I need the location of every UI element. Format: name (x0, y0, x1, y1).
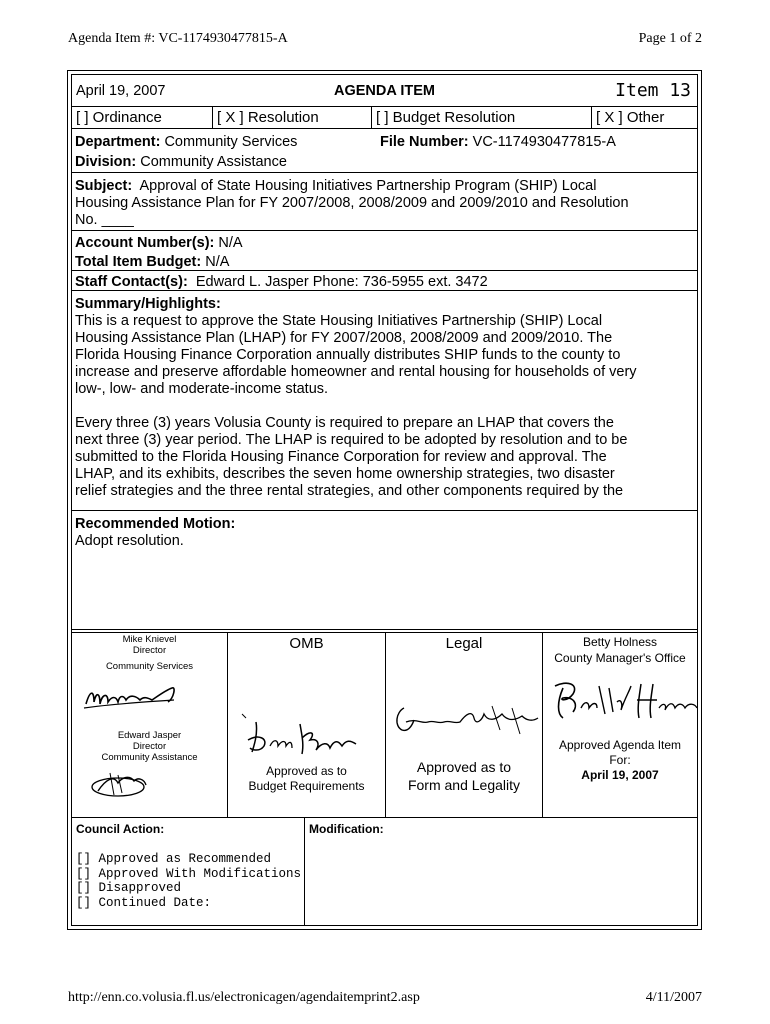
signer1-dept: Community Services (105, 661, 194, 672)
omb-heading: OMB (289, 635, 324, 652)
staff-contact-row (72, 271, 697, 291)
subject-label: Subject: (75, 178, 133, 194)
signature-omb (238, 710, 378, 760)
type-ordinance: [ ] Ordinance (72, 107, 213, 128)
signature-holness (549, 678, 699, 722)
summary-p1-line: This is a request to approve the State Housing Initiatives Partnership (SHIP) Local (75, 313, 603, 329)
department-value: Community Services (164, 134, 298, 150)
signer2-dept: Community Assistance (101, 752, 198, 763)
type-other: [ X ] Other (596, 109, 665, 126)
summary-label: Summary/Highlights: (75, 296, 221, 312)
account-number-line (72, 233, 246, 254)
omb-approved-line2: Budget Requirements (248, 779, 365, 793)
page-header-agenda-item: Agenda Item #: VC-1174930477815-A (68, 31, 288, 46)
subject-line-1: Approval of State Housing Initiatives Partnership Program (SHIP) Local (139, 178, 597, 194)
signer2-name: Edward Jasper (117, 730, 182, 741)
subject-row (72, 173, 697, 231)
department-row (72, 129, 697, 173)
council-option[interactable]: [] Approved as Recommended (76, 852, 272, 866)
title-row (72, 75, 697, 107)
summary-p1-line: Housing Assistance Plan (LHAP) for FY 2007/2008, 2008/2009 and 2009/2010. The (75, 330, 613, 346)
total-budget-line (72, 252, 232, 273)
item-type-row (72, 107, 697, 129)
manager-name: Betty Holness (582, 635, 658, 649)
summary-p2-line: LHAP, and its exhibits, describes the seven home ownership strategies, two disaster (75, 466, 615, 482)
signer1-name: Mike Knievel (122, 634, 177, 645)
total-budget-value: N/A (205, 254, 230, 270)
legal-approved-line2: Form and Legality (407, 777, 521, 793)
modification-label: Modification: (309, 822, 384, 836)
legal-approved-line1: Approved as to (416, 759, 512, 775)
staff-contact-line (72, 272, 491, 293)
agenda-heading: AGENDA ITEM (334, 83, 435, 99)
signature-knievel (82, 682, 182, 716)
summary-p2-line: submitted to the Florida Housing Finance Corporation for review and approval. The (75, 449, 607, 465)
signature-row (72, 633, 697, 818)
summary-p2-line: next three (3) year period. The LHAP is required to be adopted by resolution and to be (75, 432, 628, 448)
subject-line-2: Housing Assistance Plan for FY 2007/2008, 2008/2009 and 2009/2010 and Resolution (75, 195, 629, 211)
motion-value: Adopt resolution. (75, 533, 184, 549)
approved-date: April 19, 2007 (581, 768, 659, 782)
council-options (76, 852, 304, 910)
summary-text (72, 294, 697, 502)
page-header-page-number: Page 1 of 2 (638, 31, 702, 46)
council-option[interactable]: [] Approved With Modifications (76, 866, 302, 881)
motion-row (72, 511, 697, 630)
file-number-line (377, 132, 619, 153)
division-value: Community Assistance (140, 154, 287, 170)
signature-col-legal (386, 633, 543, 817)
council-action-label: Council Action: (76, 822, 165, 836)
summary-p2-line: relief strategies and the three rental strategies, and other components required by the (75, 483, 624, 499)
type-resolution: [ X ] Resolution (213, 107, 372, 128)
total-budget-label: Total Item Budget: (75, 254, 202, 270)
signature-legal (392, 700, 542, 740)
motion-text (72, 514, 238, 552)
staff-contact-label: Staff Contact(s): (75, 274, 188, 290)
motion-label: Recommended Motion: (75, 516, 236, 532)
council-option[interactable]: [] Continued Date: (76, 895, 212, 910)
division-line (72, 152, 290, 173)
department-line (72, 132, 300, 153)
signature-col-department (72, 633, 228, 817)
division-label: Division: (75, 154, 137, 170)
agenda-date: April 19, 2007 (76, 83, 166, 99)
account-row (72, 231, 697, 271)
summary-row (72, 291, 697, 511)
manager-office: County Manager's Office (554, 651, 686, 665)
council-row (72, 818, 697, 925)
legal-heading: Legal (445, 635, 483, 652)
account-number-value: N/A (218, 235, 243, 251)
type-budget-resolution: [ ] Budget Resolution (372, 107, 592, 128)
page-footer-url[interactable]: http://enn.co.volusia.fl.us/electronicagen/agendaitemprint2.asp (68, 990, 420, 1005)
staff-contact-value: Edward L. Jasper Phone: 736-5955 ext. 3472 (195, 274, 488, 290)
summary-p1-line: Florida Housing Finance Corporation annually distributes SHIP funds to the county to (75, 347, 621, 363)
signer1-title: Director (132, 645, 167, 656)
agenda-form-inner (71, 74, 698, 926)
summary-p1-line: low-, low- and moderate-income status. (75, 381, 329, 397)
signature-col-omb (228, 633, 386, 817)
approved-agenda-item: Approved Agenda Item (558, 738, 682, 752)
council-action-cell (72, 818, 305, 925)
summary-p1-line: increase and preserve affordable homeowner and rental housing for households of very (75, 364, 637, 380)
council-option[interactable]: [] Disapproved (76, 881, 182, 896)
page-footer-date: 4/11/2007 (645, 990, 702, 1005)
subject-line-3: No. ____ (75, 212, 134, 228)
item-number: Item 13 (615, 80, 691, 101)
account-number-label: Account Number(s): (75, 235, 215, 251)
file-number-label: File Number: (380, 134, 469, 150)
signature-col-county-manager (543, 633, 697, 817)
subject-text (72, 176, 697, 231)
omb-approved-line1: Approved as to (266, 764, 347, 778)
agenda-form (67, 70, 702, 930)
summary-p2-line: Every three (3) years Volusia County is required to prepare an LHAP that covers the (75, 415, 614, 431)
department-label: Department: (75, 134, 161, 150)
file-number-value: VC-1174930477815-A (472, 134, 616, 150)
approved-for-label: For: (609, 753, 631, 767)
signer2-title: Director (132, 741, 167, 752)
signature-jasper (88, 769, 158, 799)
